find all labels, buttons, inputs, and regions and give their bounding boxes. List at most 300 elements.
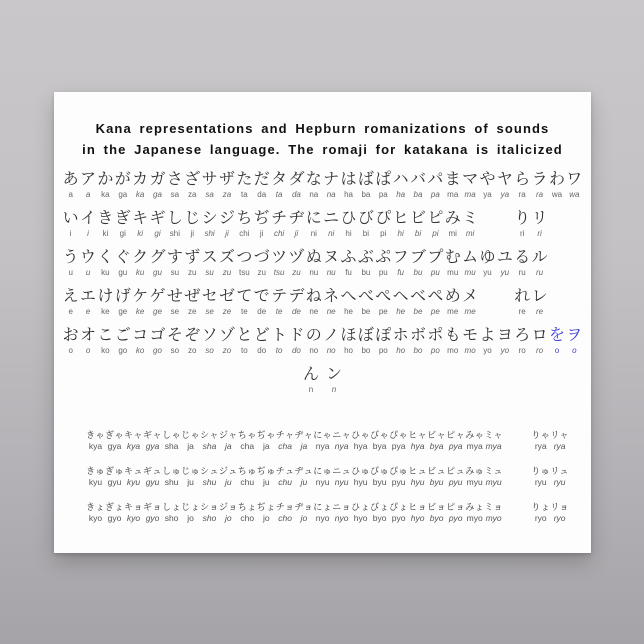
kana-glyph: レ xyxy=(531,288,548,305)
romaji-label: shu xyxy=(202,477,217,487)
kana-glyph: つ xyxy=(236,249,253,266)
romaji-label: so xyxy=(205,346,214,355)
kana-glyph: じ xyxy=(184,210,201,227)
romaji-label: ja xyxy=(225,441,232,451)
romaji-label: ja xyxy=(262,441,270,451)
kana-cell xyxy=(105,429,124,451)
kana-cell xyxy=(219,501,238,523)
romaji-label: to xyxy=(275,346,283,355)
kana-cell xyxy=(375,170,392,200)
kana-cell xyxy=(375,209,392,239)
kana-glyph: ほ xyxy=(340,327,357,344)
kana-glyph: ジ xyxy=(218,210,235,227)
romaji-label: te xyxy=(241,307,248,316)
kana-cell xyxy=(124,465,143,487)
kana-cell xyxy=(375,248,392,278)
romaji-label: kya xyxy=(126,441,141,451)
romaji-label: re xyxy=(536,307,544,316)
romaji-label: hyo xyxy=(353,513,368,523)
kana-cell xyxy=(218,326,235,356)
romaji-label: bu xyxy=(361,268,371,277)
romaji-label: ju xyxy=(262,477,270,487)
romaji-label: pe xyxy=(378,307,388,316)
kana-cell xyxy=(332,429,351,451)
romaji-label: da xyxy=(291,190,301,199)
kana-glyph: ちゃ xyxy=(237,430,257,440)
kana-glyph: ゼ xyxy=(218,288,235,305)
kana-glyph: る xyxy=(514,249,531,266)
kana-glyph: ケ xyxy=(132,288,149,305)
empty-cell xyxy=(548,248,565,278)
romaji-label: do xyxy=(291,346,301,355)
kana-cell xyxy=(461,326,478,356)
kana-glyph: り xyxy=(514,210,531,227)
romaji-label: byo xyxy=(372,513,387,523)
kana-cell xyxy=(389,501,408,523)
kana-glyph: にゅ xyxy=(313,466,333,476)
kana-glyph: わ xyxy=(548,171,565,188)
kana-cell xyxy=(201,170,218,200)
romaji-label: no xyxy=(309,346,319,355)
kana-glyph: きゅ xyxy=(86,466,106,476)
kana-glyph: ん xyxy=(302,366,319,383)
kana-cell xyxy=(514,209,531,239)
kana-cell xyxy=(236,209,253,239)
kana-glyph: ぴ xyxy=(375,210,392,227)
kana-cell xyxy=(114,209,131,239)
romaji-label: jo xyxy=(300,513,308,523)
kana-glyph: りゅ xyxy=(531,466,551,476)
kana-cell xyxy=(238,501,257,523)
kana-cell xyxy=(201,326,218,356)
romaji-label: zu xyxy=(222,268,232,277)
kana-glyph: ぢゃ xyxy=(256,430,276,440)
romaji-label: pi xyxy=(380,229,387,238)
romaji-label: ta xyxy=(241,190,248,199)
kana-glyph: エ xyxy=(80,288,97,305)
romaji-label: kyo xyxy=(126,513,141,523)
kana-glyph: す xyxy=(166,249,183,266)
kana-cell xyxy=(427,209,444,239)
kana-cell xyxy=(550,465,569,487)
kana-cell xyxy=(340,287,357,317)
romaji-label: gi xyxy=(119,229,126,238)
kana-glyph: ゾ xyxy=(218,327,235,344)
romaji-label: ha xyxy=(396,190,406,199)
kana-cell xyxy=(427,465,446,487)
kana-glyph: ひゅ xyxy=(351,466,371,476)
kana-cell xyxy=(105,465,124,487)
kana-glyph: ア xyxy=(80,171,97,188)
kana-cell xyxy=(201,209,218,239)
romaji-label: pya xyxy=(448,441,463,451)
kana-cell xyxy=(270,170,287,200)
kana-cell xyxy=(340,326,357,356)
kana-cell xyxy=(305,287,322,317)
kana-glyph: ぶ xyxy=(357,249,374,266)
kana-glyph: お xyxy=(62,327,79,344)
kana-glyph: な xyxy=(305,171,322,188)
romaji-label: jo xyxy=(225,513,232,523)
romaji-label: mu xyxy=(464,268,476,277)
kana-cell xyxy=(238,465,257,487)
kana-glyph: ニョ xyxy=(332,502,352,512)
kana-glyph: ホ xyxy=(392,327,409,344)
kana-glyph: ゴ xyxy=(149,327,166,344)
romaji-label: ho xyxy=(344,346,353,355)
kana-glyph: あ xyxy=(62,171,79,188)
romaji-label: wa xyxy=(569,190,580,199)
kana-cell xyxy=(276,501,295,523)
empty-cell xyxy=(479,287,496,317)
romaji-label: nyo xyxy=(334,513,349,523)
kana-glyph: ン xyxy=(325,366,342,383)
kana-glyph: カ xyxy=(132,171,149,188)
romaji-label: a xyxy=(85,190,91,199)
kana-glyph: セ xyxy=(201,288,218,305)
kana-cell xyxy=(496,326,513,356)
kana-cell xyxy=(181,465,200,487)
kana-cell xyxy=(323,248,340,278)
kana-cell xyxy=(370,429,389,451)
romaji-label: me xyxy=(464,307,476,316)
kana-glyph: べ xyxy=(357,288,374,305)
kana-glyph: じゅ xyxy=(181,466,201,476)
kana-glyph: ぬ xyxy=(305,249,322,266)
kana-glyph: ト xyxy=(271,327,288,344)
kana-cell xyxy=(79,209,96,239)
kana-glyph: だ xyxy=(253,171,270,188)
kana-cell xyxy=(531,209,548,239)
kana-glyph: せ xyxy=(166,288,183,305)
kana-glyph: ど xyxy=(253,327,270,344)
kana-cell xyxy=(305,209,322,239)
kana-glyph: ま xyxy=(444,171,461,188)
kana-cell xyxy=(62,248,79,278)
kana-poster xyxy=(54,92,591,553)
kana-glyph: ヘ xyxy=(392,288,409,305)
kana-cell xyxy=(444,287,461,317)
kana-cell xyxy=(351,501,370,523)
kana-glyph: ニ xyxy=(323,210,340,227)
romaji-label: ma xyxy=(464,190,476,199)
kana-cell xyxy=(409,326,426,356)
kana-cell xyxy=(200,501,219,523)
romaji-label: yu xyxy=(500,268,510,277)
romaji-label: ryo xyxy=(553,513,566,523)
kana-glyph: と xyxy=(236,327,253,344)
kana-cell xyxy=(131,287,148,317)
kana-glyph: パ xyxy=(427,171,444,188)
kana-glyph: ふ xyxy=(340,249,357,266)
kana-glyph: ピャ xyxy=(446,430,466,440)
romaji-label: cho xyxy=(240,513,255,523)
kana-glyph: ゲ xyxy=(149,288,166,305)
romaji-label: ro xyxy=(536,346,544,355)
romaji-label: ze xyxy=(188,307,197,316)
kana-cell xyxy=(86,429,105,451)
romaji-label: o xyxy=(68,346,73,355)
kana-cell xyxy=(548,170,565,200)
kana-glyph: ぽ xyxy=(375,327,392,344)
romaji-label: nyu xyxy=(334,477,349,487)
kana-glyph: ちょ xyxy=(237,502,257,512)
empty-cell xyxy=(548,287,565,317)
kana-glyph: チョ xyxy=(275,502,295,512)
romaji-label: gu xyxy=(118,268,128,277)
kana-glyph: タ xyxy=(271,171,288,188)
kana-cell xyxy=(461,209,478,239)
romaji-label: se xyxy=(205,307,214,316)
romaji-label: hyo xyxy=(410,513,425,523)
kana-glyph: れ xyxy=(514,288,531,305)
romaji-label: ryu xyxy=(553,477,566,487)
romaji-label: nu xyxy=(326,268,336,277)
kana-cell xyxy=(340,248,357,278)
kana-glyph: ぞ xyxy=(184,327,201,344)
romaji-label: nyu xyxy=(315,477,330,487)
romaji-label: zo xyxy=(188,346,197,355)
romaji-label: mya xyxy=(466,441,483,451)
kana-glyph: ノ xyxy=(323,327,340,344)
romaji-label: i xyxy=(69,229,72,238)
kana-cell xyxy=(409,287,426,317)
kana-glyph: ニュ xyxy=(332,466,352,476)
romaji-label: yu xyxy=(483,268,492,277)
kana-cell xyxy=(566,326,583,356)
kana-cell xyxy=(131,326,148,356)
kana-cell xyxy=(427,248,444,278)
kana-cell xyxy=(332,501,351,523)
romaji-label: gu xyxy=(153,268,162,277)
kana-glyph: ビ xyxy=(410,210,427,227)
romaji-label: bi xyxy=(362,229,370,238)
romaji-label: ju xyxy=(187,477,194,487)
romaji-label: fu xyxy=(345,268,352,277)
kana-cell xyxy=(257,429,276,451)
kana-cell xyxy=(143,429,162,451)
romaji-label: ko xyxy=(135,346,145,355)
poster-title xyxy=(54,118,591,160)
kana-glyph: リュ xyxy=(550,466,569,476)
kana-cell xyxy=(340,209,357,239)
romaji-label: hyu xyxy=(410,477,425,487)
kana-glyph: ち xyxy=(236,210,253,227)
romaji-label: pi xyxy=(432,229,439,238)
kana-glyph: キュ xyxy=(124,466,144,476)
kana-cell xyxy=(62,326,79,356)
kana-glyph: ナ xyxy=(323,171,340,188)
kana-cell xyxy=(166,287,183,317)
kana-cell xyxy=(124,429,143,451)
romaji-label: yo xyxy=(483,346,492,355)
kana-cell xyxy=(166,326,183,356)
kana-glyph: キ xyxy=(132,210,149,227)
kana-glyph: キャ xyxy=(124,430,144,440)
kana-cell xyxy=(409,209,426,239)
empty-cell xyxy=(503,501,517,523)
kana-cell xyxy=(566,170,583,200)
kana-glyph: ギ xyxy=(149,210,166,227)
kana-glyph: フ xyxy=(392,249,409,266)
romaji-label: fu xyxy=(397,268,404,277)
kana-cell xyxy=(184,170,201,200)
kana-row xyxy=(86,429,569,451)
kana-cell xyxy=(236,326,253,356)
romaji-label: gyu xyxy=(145,477,160,487)
romaji-label: e xyxy=(68,307,73,316)
kana-glyph: みょ xyxy=(465,502,485,512)
romaji-label: ro xyxy=(518,346,526,355)
kana-glyph: みゅ xyxy=(465,466,485,476)
kana-glyph: ひ xyxy=(340,210,357,227)
empty-cell xyxy=(503,465,517,487)
kana-glyph: キョ xyxy=(124,502,144,512)
kana-cell xyxy=(201,287,218,317)
romaji-label: kyu xyxy=(126,477,141,487)
kana-cell xyxy=(357,326,374,356)
kana-glyph: ヂ xyxy=(288,210,305,227)
kana-cell xyxy=(465,429,484,451)
kana-glyph: や xyxy=(479,171,496,188)
romaji-label: wa xyxy=(551,190,563,199)
kana-glyph: ヒ xyxy=(392,210,409,227)
romaji-label: n xyxy=(331,385,337,394)
romaji-label: e xyxy=(85,307,91,316)
kana-cell xyxy=(62,209,79,239)
romaji-label: gyo xyxy=(145,513,160,523)
kana-glyph: ハ xyxy=(392,171,409,188)
romaji-label: chi xyxy=(239,229,250,238)
kana-glyph: の xyxy=(305,327,322,344)
kana-cell xyxy=(370,501,389,523)
romaji-label: ru xyxy=(536,268,544,277)
kana-cell xyxy=(392,248,409,278)
kana-row xyxy=(86,501,569,523)
kana-cell xyxy=(427,429,446,451)
kana-cell xyxy=(357,209,374,239)
romaji-label: nu xyxy=(309,268,319,277)
romaji-label: hi xyxy=(345,229,352,238)
romaji-label: pa xyxy=(430,190,440,199)
kana-glyph: は xyxy=(340,171,357,188)
romaji-label: re xyxy=(518,307,526,316)
romaji-label: na xyxy=(309,190,319,199)
kana-glyph: プ xyxy=(427,249,444,266)
kana-cell xyxy=(389,465,408,487)
kana-glyph: ぢ xyxy=(253,210,270,227)
kana-glyph: ヒョ xyxy=(408,502,428,512)
romaji-label: zu xyxy=(188,268,197,277)
romaji-label: ge xyxy=(153,307,162,316)
kana-glyph: こ xyxy=(97,327,114,344)
romaji-label: hyu xyxy=(353,477,368,487)
kana-glyph: ろ xyxy=(514,327,531,344)
kana-cell xyxy=(427,287,444,317)
title-line-2: in the Japanese language. The romaji for katakana is italicized xyxy=(82,142,563,157)
kana-cell xyxy=(236,248,253,278)
kana-glyph: さ xyxy=(166,171,183,188)
romaji-label: o xyxy=(554,346,560,355)
kana-cell xyxy=(79,326,96,356)
kana-glyph: リ xyxy=(531,210,548,227)
romaji-label: ga xyxy=(118,190,128,199)
romaji-label: rya xyxy=(534,441,547,451)
kana-cell xyxy=(323,209,340,239)
kana-glyph: ギュ xyxy=(143,466,163,476)
romaji-label: sa xyxy=(205,190,214,199)
kana-cell xyxy=(166,248,183,278)
kana-cell xyxy=(514,287,531,317)
romaji-label: byo xyxy=(429,513,444,523)
kana-cell xyxy=(531,170,548,200)
kana-cell xyxy=(79,287,96,317)
kana-glyph: ブ xyxy=(410,249,427,266)
kana-glyph: ポ xyxy=(427,327,444,344)
kana-cell xyxy=(531,429,550,451)
kana-glyph: シュ xyxy=(200,466,219,476)
kana-glyph: ビュ xyxy=(427,466,447,476)
romaji-label: bo xyxy=(361,346,371,355)
kana-glyph: ソ xyxy=(201,327,218,344)
romaji-label: ku xyxy=(101,268,110,277)
kana-glyph: め xyxy=(444,288,461,305)
kana-glyph: げ xyxy=(114,288,131,305)
romaji-label: sha xyxy=(164,441,179,451)
romaji-label: i xyxy=(87,229,89,238)
kana-cell xyxy=(200,429,219,451)
kana-glyph: か xyxy=(97,171,114,188)
kana-row xyxy=(62,248,583,278)
kana-cell xyxy=(181,501,200,523)
romaji-label: ki xyxy=(137,229,144,238)
kana-cell xyxy=(357,287,374,317)
kana-glyph: ペ xyxy=(427,288,444,305)
kana-row xyxy=(300,365,346,395)
kana-glyph: ニャ xyxy=(332,430,352,440)
kana-glyph: モ xyxy=(462,327,479,344)
romaji-label: sa xyxy=(170,190,180,199)
romaji-label: mi xyxy=(465,229,475,238)
kana-glyph: け xyxy=(97,288,114,305)
kana-cell xyxy=(149,209,166,239)
romaji-label: ko xyxy=(101,346,110,355)
kana-glyph: ジャ xyxy=(218,430,238,440)
kana-cell xyxy=(288,287,305,317)
kana-glyph: そ xyxy=(166,327,183,344)
romaji-label: sho xyxy=(202,513,217,523)
empty-cell xyxy=(517,429,531,451)
kana-cell xyxy=(389,429,408,451)
kana-cell xyxy=(143,465,162,487)
romaji-label: ya xyxy=(483,190,492,199)
kana-glyph: ご xyxy=(114,327,131,344)
romaji-label: myu xyxy=(466,477,483,487)
kana-cell xyxy=(375,287,392,317)
kana-cell xyxy=(86,501,105,523)
kana-cell xyxy=(79,170,96,200)
kana-cell xyxy=(479,326,496,356)
kana-glyph: ヂュ xyxy=(294,466,314,476)
romaji-label: o xyxy=(572,346,577,355)
kana-glyph: ロ xyxy=(531,327,548,344)
romaji-label: ke xyxy=(135,307,145,316)
romaji-label: so xyxy=(170,346,180,355)
romaji-label: mu xyxy=(447,268,459,277)
romaji-label: a xyxy=(68,190,73,199)
romaji-label: zu xyxy=(292,268,301,277)
empty-cell xyxy=(566,248,583,278)
